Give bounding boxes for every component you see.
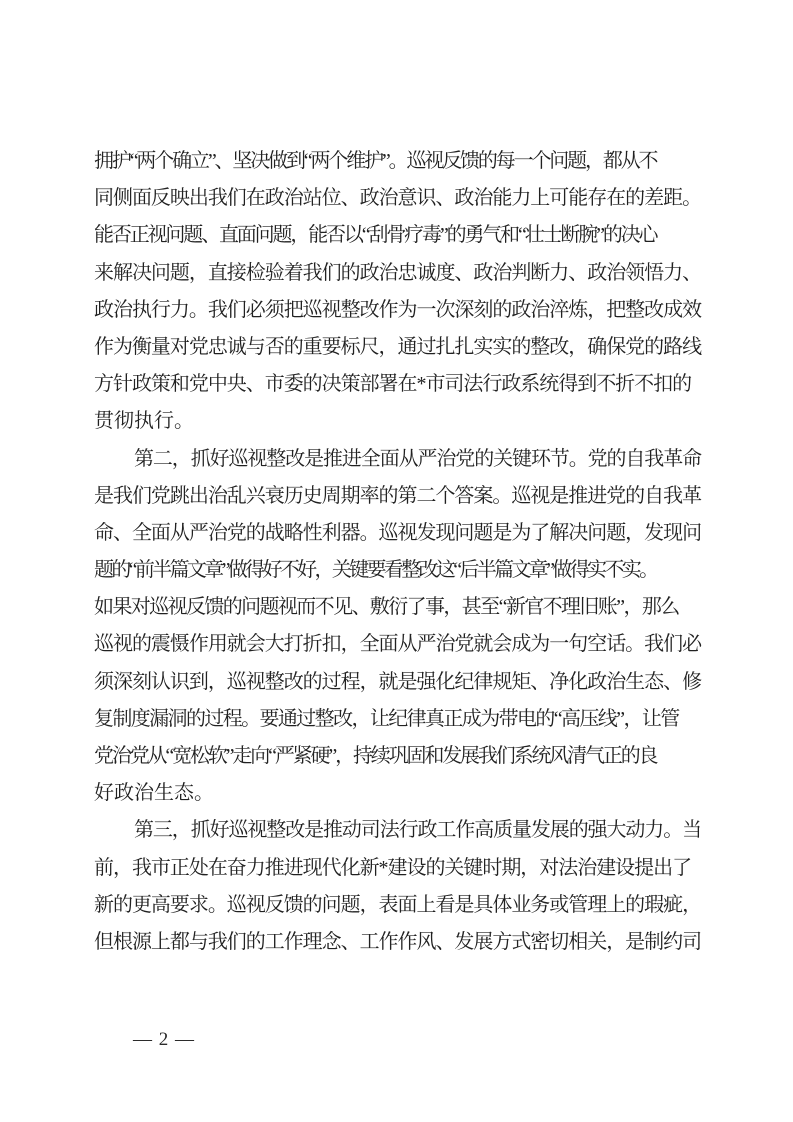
text-line: 拥护“两个确立”、坚决做到“两个维护”。巡视反馈的每一个问题，都从不 [94,150,657,172]
text-line: 来解决问题，直接检验着我们的政治忠诚度、政治判断力、政治领悟力、 [94,261,702,284]
text-line: 但根源上都与我们的工作理念、工作作风、发展方式密切相关，是制约司 [94,930,702,953]
text-line: 命、全面从严治党的战略性利器。巡视发现问题是为了解决问题，发现问 [94,521,702,544]
text-line: 新的更高要求。巡视反馈的问题，表面上看是具体业务或管理上的瑕疵， [94,893,702,916]
text-line: 好政治生态。 [94,782,214,805]
text-line: 第三，抓好巡视整改是推动司法行政工作高质量发展的强大动力。当 [134,819,701,842]
text-line: 复制度漏洞的过程。要通过整改，让纪律真正成为带电的“高压线”，让管 [94,707,679,730]
text-line: 题的“前半篇文章”做得好不好，关键要看整改这“后半篇文章”做得实不实。 [94,559,657,582]
text-line: 第二，抓好巡视整改是推进全面从严治党的关键环节。党的自我革命 [134,447,701,470]
text-line: 作为衡量对党忠诚与否的重要标尺，通过扎扎实实的整改，确保党的路线 [94,335,702,358]
text-line: 方针政策和党中央、市委的决策部署在*市司法行政系统得到不折不扣的 [94,373,692,396]
text-line: 党治党从“宽松软”走向“严紧硬”，持续巩固和发展我们系统风清气正的良 [94,745,657,767]
text-line: 是我们党跳出治乱兴衰历史周期率的第二个答案。巡视是推进党的自我革 [94,484,702,507]
page-footer [133,1030,195,1050]
text-line: 巡视的震慑作用就会大打折扣，全面从严治党就会成为一句空话。我们必 [94,633,702,656]
text-line: 如果对巡视反馈的问题视而不见、敷衍了事，甚至“新官不理旧账”，那么 [94,596,679,619]
text-line: 前，我市正处在奋力推进现代化新*建设的关键时期，对法治建设提出了 [94,856,692,879]
text-line: 贯彻执行。 [94,410,194,433]
text-line: 政治执行力。我们必须把巡视整改作为一次深刻的政治淬炼，把整改成效 [94,298,702,321]
text-line: 同侧面反映出我们在政治站位、政治意识、政治能力上可能存在的差距。 [94,187,702,210]
text-line: 须深刻认识到，巡视整改的过程，就是强化纪律规矩、净化政治生态、修 [94,670,702,693]
document-body [94,143,701,961]
page-number: — 2 — [133,1029,195,1050]
text-line: 能否正视问题、直面问题，能否以“刮骨疗毒”的勇气和“壮士断腕”的决心 [94,224,657,247]
